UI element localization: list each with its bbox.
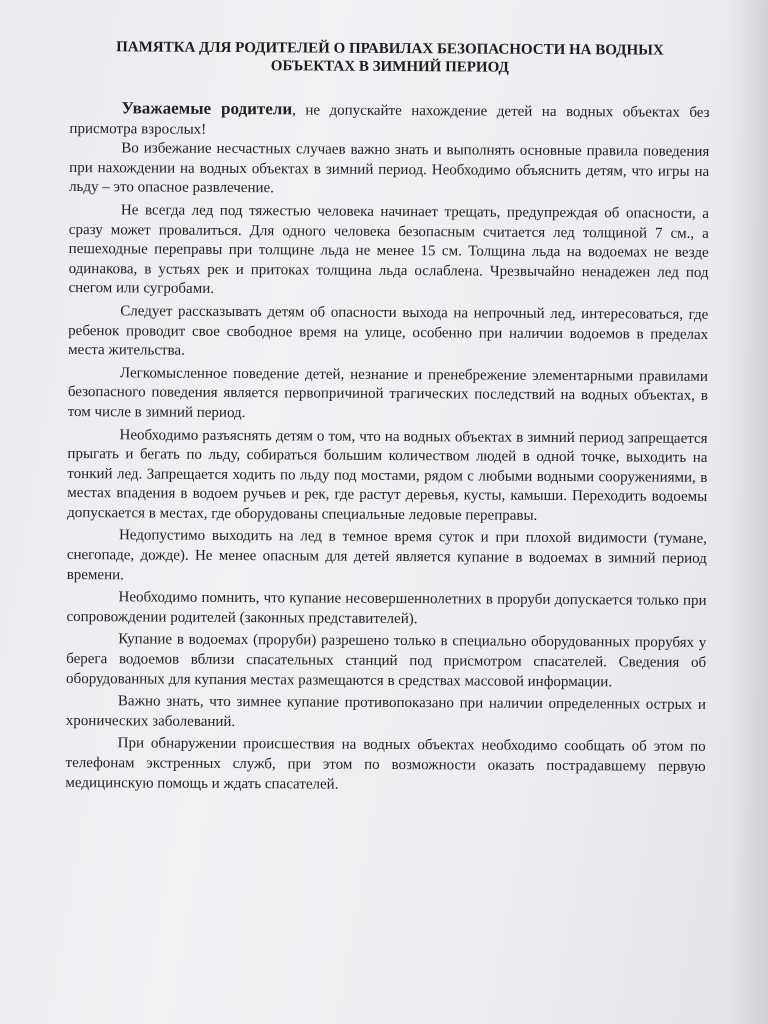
intro-text: , не допускайте нахождение детей на водных объектах без присмотра взрослых! (69, 102, 710, 138)
paragraph-7: Необходимо помнить, что купание несовершеннолетних в проруби допускается только при сопровождении родителей (законных представителей). (66, 589, 707, 627)
edge-shadow (728, 0, 768, 1024)
paragraph-4: Легкомысленное поведение детей, незнание и пренебрежение элементарными правилами безопасного поведения является первопричиной трагических последствий на водных объектах, в том числе в зимний период. (67, 365, 708, 421)
paragraph-1: Во избежание несчастных случаев важно знать и выполнять основные правила поведения при нахождении на водных объектах в зимний период. Необходимо объяснить детям, что игры на льду – это опасное развлечение. (69, 140, 710, 197)
paragraph-5: Необходимо разъяснять детям о том, что на водных объектах в зимний период запрещается прыгать и бегать по льду, собираться большим количеством людей в одной точке, выходить на тонкий лед. Запрещается ходить по льду под мостами, рядом с любыми водными сооружениями, в местах впадения в водоем ручьев и рек, где растут деревья, кусты, камыши. Переходить водоемы допускается в местах, где оборудованы специальные ледовые переправы. (67, 426, 708, 524)
document-body (65, 38, 710, 797)
paragraph-2: Не всегда лед под тяжестью человека начинает трещать, предупреждая об опасности, а сразу может провалиться. Для одного человека безопасным считается лед толщиной 7 см., а пешеходные переправы при толщине льда не менее 15 см. Толщина льда на водоемах не везде одинакова, в устьях рек и притоках толщина льда ослаблена. Чрезвычайно ненадежен лед под снегом или сугробами. (68, 202, 709, 298)
intro-paragraph (69, 98, 709, 143)
document-title: ПАМЯТКА ДЛЯ РОДИТЕЛЕЙ О ПРАВИЛАХ БЕЗОПАСНОСТИ НА ВОДНЫХ ОБЪЕКТАХ В ЗИМНИЙ ПЕРИОД (116, 39, 664, 76)
greeting: Уважаемые родители (121, 98, 293, 119)
paragraph-10: При обнаружении происшествия на водных объектах необходимо сообщать об этом по телефонам экстренных служб, при этом по возможности оказать пострадавшему первую медицинскую помощь и ждать спасателей. (65, 735, 706, 793)
paragraph-8: Купание в водоемах (проруби) разрешено только в специально оборудованных прорубях у берега водоемов вблизи спасательных станций под присмотром спасателей. Сведения об оборудованных для купания местах размещаются в средствах массовой информации. (66, 631, 707, 690)
paragraph-9: Важно знать, что зимнее купание противопоказано при наличии определенных острых и хронических заболеваний. (65, 693, 706, 730)
paragraph-6: Недопустимо выходить на лед в темное время суток и при плохой видимости (тумане, снегопаде, дожде). Не менее опасным для детей является купание в водоемах в зимний период времени. (66, 527, 707, 583)
paragraph-3: Следует рассказывать детям об опасности выхода на непрочный лед, интересоваться, где ребенок проводит свое свободное время на улице, особенно при наличии водоемов в пределах места жительства. (68, 303, 709, 359)
